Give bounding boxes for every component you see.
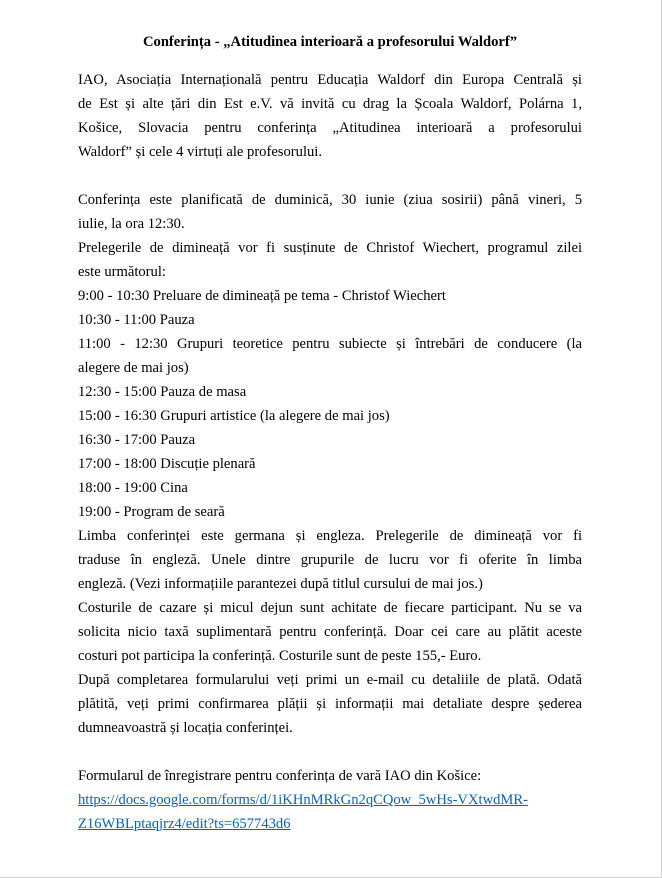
form-paragraph <box>78 764 582 836</box>
schedule-item: 15:00 - 16:30 Grupuri artistice (la alegere de mai jos) <box>78 408 390 424</box>
schedule-item: 18:00 - 19:00 Cina <box>78 480 188 496</box>
costs-line: solicita nicio taxă suplimentară pentru conferință. Doar cei care au plătit aceste <box>78 624 582 640</box>
schedule-item: 12:30 - 15:00 Pauza de masa <box>78 384 247 400</box>
lectures-paragraph <box>78 236 582 284</box>
intro-line: de Est și alte țări din Est e.V. vă invită cu drag la Școala Waldorf, Polárna 1, <box>78 96 582 112</box>
form-link-line[interactable]: Z16WBLptaqjrz4/edit?ts=657743d6 <box>78 816 291 832</box>
language-line: engleză. (Vezi informațiile parantezei după titlul cursului de mai jos.) <box>78 576 483 592</box>
dates-paragraph <box>78 188 582 236</box>
payment-line: plătită, veți primi confirmarea plății și informații mai detaliate despre șederea <box>78 696 582 712</box>
costs-paragraph <box>78 596 582 668</box>
intro-paragraph <box>78 68 582 164</box>
lectures-line: este următorul: <box>78 264 166 280</box>
schedule-item: 17:00 - 18:00 Discuție plenară <box>78 456 256 472</box>
language-paragraph <box>78 524 582 596</box>
form-link-line[interactable]: https://docs.google.com/forms/d/1iKHnMRkGn2qCQow_5wHs-VXtwdMR- <box>78 792 528 808</box>
lectures-line: Prelegerile de dimineață vor fi susținute de Christof Wiechert, programul zilei <box>78 240 582 256</box>
costs-line: Costurile de cazare și micul dejun sunt achitate de fiecare participant. Nu se va <box>78 600 582 616</box>
dates-line: Conferința este planificată de duminică, 30 iunie (ziua sosirii) până vineri, 5 <box>78 192 582 208</box>
language-line: traduse în engleză. Unele dintre grupurile de lucru vor fi oferite în limba <box>78 552 582 568</box>
language-line: Limba conferinței este germana și engleza. Prelegerile de dimineață vor fi <box>78 528 582 544</box>
spacer <box>78 164 582 188</box>
form-link[interactable] <box>78 788 582 836</box>
document-body <box>78 30 582 836</box>
schedule-item: 9:00 - 10:30 Preluare de dimineață pe tema - Christof Wiechert <box>78 288 446 304</box>
schedule-list <box>78 284 582 524</box>
form-label: Formularul de înregistrare pentru conferința de vară IAO din Košice: <box>78 768 482 784</box>
payment-line: dumneavoastră și locația conferinței. <box>78 720 293 736</box>
schedule-item: 16:30 - 17:00 Pauza <box>78 432 196 448</box>
payment-paragraph <box>78 668 582 740</box>
intro-line: IAO, Asociația Internațională pentru Educația Waldorf din Europa Centrală și <box>78 72 582 88</box>
schedule-item: 19:00 - Program de seară <box>78 504 225 520</box>
intro-line: Waldorf” și cele 4 virtuți ale profesorului. <box>78 144 322 160</box>
intro-line: Košice, Slovacia pentru conferința „Atitudinea interioară a profesorului <box>78 120 582 136</box>
spacer <box>78 740 582 764</box>
schedule-item: 10:30 - 11:00 Pauza <box>78 312 195 328</box>
document-title: Conferința - „Atitudinea interioară a profesorului Waldorf” <box>142 34 518 50</box>
costs-line: costuri pot participa la conferință. Costurile sunt de peste 155,- Euro. <box>78 648 482 664</box>
dates-line: iulie, la ora 12:30. <box>78 216 185 232</box>
schedule-item-continued: alegere de mai jos) <box>78 360 189 376</box>
schedule-item: 11:00 - 12:30 Grupuri teoretice pentru subiecte și întrebări de conducere (la <box>78 336 582 352</box>
payment-line: După completarea formularului veți primi un e-mail cu detaliile de plată. Odată <box>78 672 582 688</box>
